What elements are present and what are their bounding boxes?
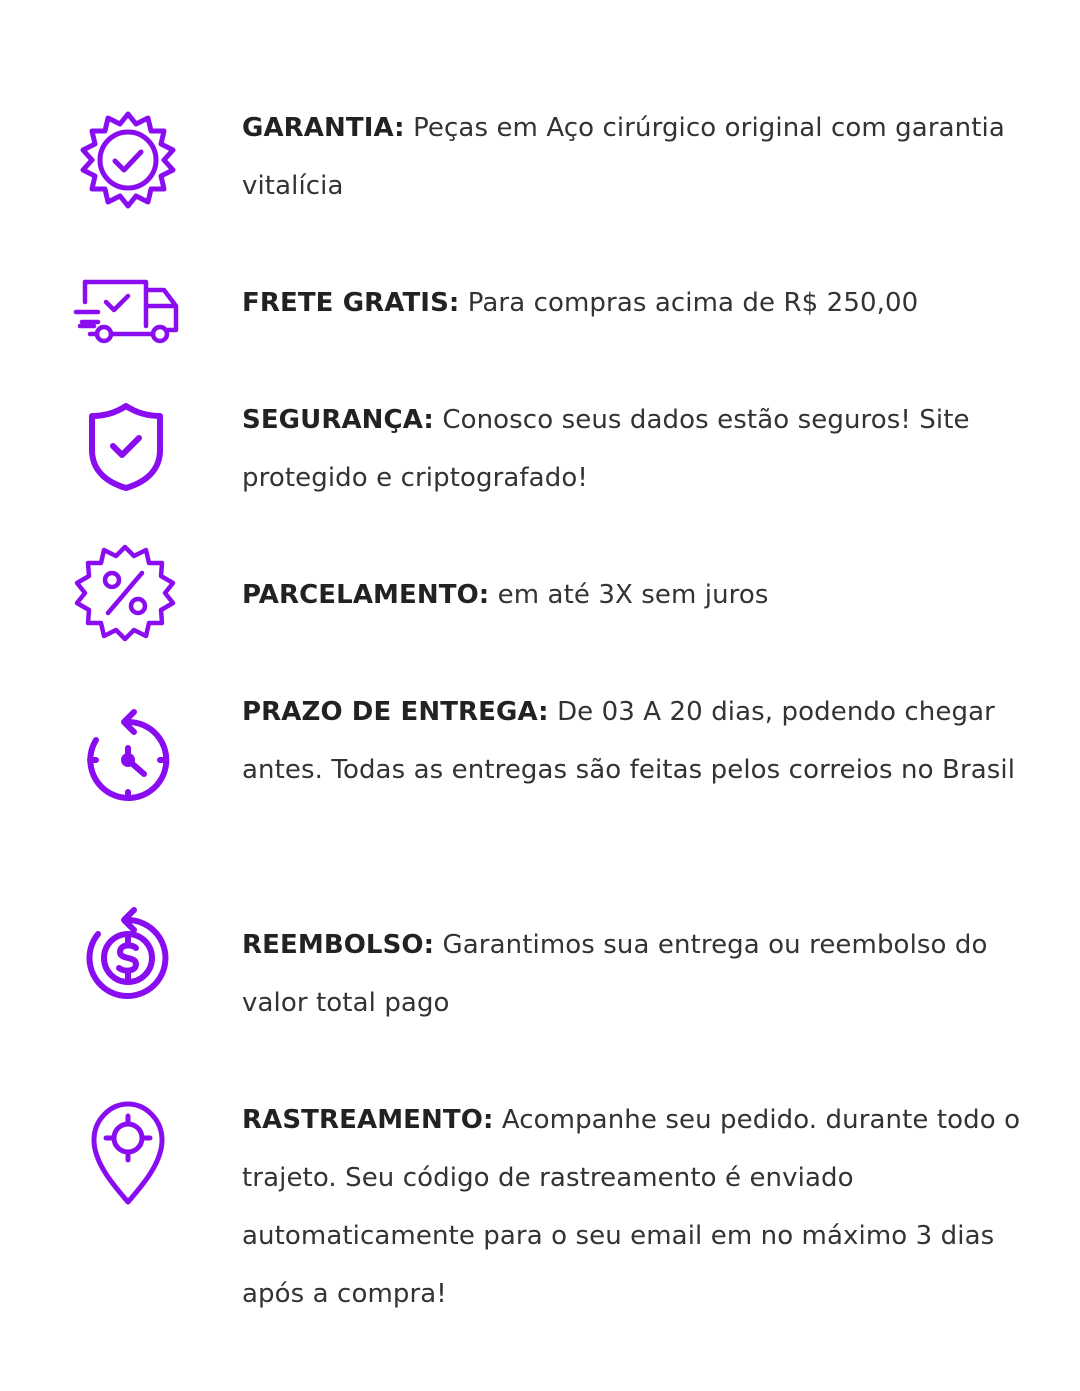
feature-text [242,1091,1032,1323]
feature-text [242,683,1032,799]
feature-label: GARANTIA: [242,113,405,143]
feature-label: FRETE GRATIS: [242,288,460,318]
feature-label: SEGURANÇA: [242,405,434,435]
feature-text [242,391,1032,507]
feature-label: PARCELAMENTO: [242,580,490,610]
feature-text [242,274,1032,332]
feature-description: De 03 A 20 dias, podendo chegar antes. Todas as entregas são feitas pelos correios no Brasil [242,697,1016,785]
refund-dollar-icon [68,898,188,1018]
shield-check-icon [68,388,188,508]
feature-text [242,99,1032,215]
feature-description: Para compras acima de R$ 250,00 [467,288,919,318]
discount-percent-icon [68,533,188,653]
clock-arrow-icon [68,700,188,820]
feature-description: em até 3X sem juros [497,580,769,610]
badge-check-icon [68,100,188,220]
location-target-icon [68,1094,188,1214]
feature-description: Acompanhe seu pedido. durante todo o trajeto. Seu código de rastreamento é enviado automaticamente para o seu email em no máximo 3 dias após a compra! [242,1105,1021,1309]
delivery-truck-icon [68,252,188,372]
feature-text [242,566,1032,624]
feature-label: PRAZO DE ENTREGA: [242,697,549,727]
feature-description: Garantimos sua entrega ou reembolso do valor total pago [242,930,988,1018]
feature-label: RASTREAMENTO: [242,1105,494,1135]
feature-description: Peças em Aço cirúrgico original com garantia vitalícia [242,113,1005,201]
feature-label: REEMBOLSO: [242,930,435,960]
feature-text [242,916,1032,1032]
feature-description: Conosco seus dados estão seguros! Site protegido e criptografado! [242,405,970,493]
